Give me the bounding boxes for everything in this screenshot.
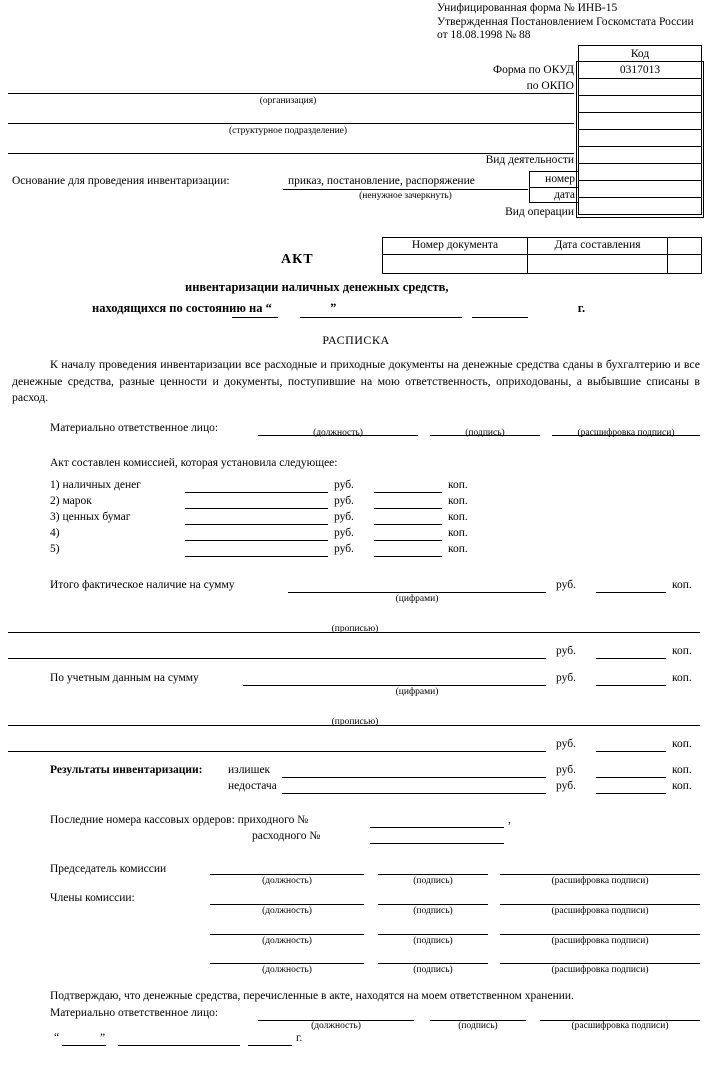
caption-fullname-member-1: (расшифровка подписи) (551, 906, 649, 916)
item-kop-line-5[interactable] (374, 556, 442, 557)
document-number-table-header (383, 238, 701, 255)
label-basis: Основание для проведения инвентаризации: (12, 175, 230, 187)
caption-signature-1: (подпись) (465, 428, 505, 438)
surplus-input-line[interactable] (282, 777, 546, 778)
label-okpo: по ОКПО (526, 80, 574, 92)
document-number-table-row (383, 255, 701, 273)
label-accounting-total: По учетным данным на сумму (50, 672, 199, 684)
label-last-orders: Последние номера кассовых ордеров: приходного № (50, 814, 309, 826)
confirmation-text: Подтверждаю, что денежные средства, перечисленные в акте, находятся на моем ответственном хранении. (50, 990, 574, 1002)
total-actual-kop-line-2[interactable] (596, 658, 666, 659)
label-nomer: номер (530, 172, 578, 188)
member-position-line-2[interactable] (210, 934, 364, 935)
label-chairman: Председатель комиссии (50, 863, 167, 875)
item-kop-line-3[interactable] (374, 524, 442, 525)
caption-signature-confirm: (подпись) (458, 1021, 498, 1031)
act-date-prefix: находящихся по состоянию на “ (92, 301, 272, 315)
caption-fullname-confirm: (расшифровка подписи) (571, 1021, 669, 1031)
total-actual-digits-line[interactable] (288, 592, 546, 593)
incoming-order-line[interactable] (370, 827, 504, 828)
chairman-position-line[interactable] (210, 874, 364, 875)
subdivision-input-line[interactable] (8, 123, 574, 124)
header-document-number: Номер документа (383, 238, 528, 254)
act-day-input-line[interactable] (232, 317, 278, 318)
page-subtitle: инвентаризации наличных денежных средств, (185, 280, 449, 294)
code-cell-blank-3[interactable] (578, 130, 702, 147)
act-month-input-line[interactable] (300, 317, 462, 318)
shortage-rub: руб. (556, 780, 576, 792)
member-position-line-1[interactable] (210, 904, 364, 905)
commission-intro: Акт составлен комиссией, которая установила следующее: (50, 457, 338, 469)
confirm-date-suffix: г. (296, 1032, 303, 1044)
code-table (578, 45, 702, 215)
act-date-quote: ” (330, 301, 337, 315)
item-num-1: 1) (50, 479, 60, 491)
total-actual-words-line-2[interactable] (8, 658, 546, 659)
label-vid-deyatelnosti: Вид деятельности (485, 154, 574, 166)
item-row-2 (50, 495, 92, 507)
confirm-day-line[interactable] (62, 1045, 106, 1046)
total-actual-kop-line[interactable] (596, 592, 666, 593)
label-responsible-person-1: Материально ответственное лицо: (50, 422, 219, 434)
total-actual-kop-2: коп. (672, 645, 692, 657)
form-header (437, 2, 712, 43)
code-cell-okpo[interactable] (578, 79, 702, 96)
caption-fullname-member-3: (расшифровка подписи) (551, 965, 649, 975)
basis-input-line[interactable] (283, 189, 528, 190)
shortage-input-line[interactable] (282, 793, 546, 794)
code-cell-blank-1[interactable] (578, 96, 702, 113)
caption-words-1: (прописью) (331, 624, 379, 634)
form-header-line-1: Унифицированная форма № ИНВ-15 (437, 2, 618, 14)
accounting-kop-line-2[interactable] (596, 751, 666, 752)
item-kop-3: коп. (448, 511, 468, 523)
caption-subdivision: (структурное подразделение) (228, 126, 348, 136)
item-label-1: наличных денег (62, 479, 141, 491)
surplus-kop: коп. (672, 764, 692, 776)
header-extra (668, 238, 701, 254)
item-num-2: 2) (50, 495, 60, 507)
item-rub-3: руб. (334, 511, 354, 523)
item-kop-4: коп. (448, 527, 468, 539)
caption-digits-2: (цифрами) (395, 687, 439, 697)
label-results: Результаты инвентаризации: (50, 764, 203, 776)
confirm-year-line[interactable] (248, 1045, 292, 1046)
chairman-signature-line[interactable] (378, 874, 488, 875)
accounting-words-line-2[interactable] (8, 751, 546, 752)
form-header-line-2: Утвержденная Постановлением Госкомстата России (437, 15, 694, 28)
confirm-month-line[interactable] (118, 1045, 240, 1046)
caption-strikeout-hint: (ненужное зачеркнуть) (359, 191, 452, 201)
item-kop-5: коп. (448, 543, 468, 555)
accounting-rub: руб. (556, 672, 576, 684)
caption-signature-member-3: (подпись) (413, 965, 453, 975)
accounting-kop: коп. (672, 672, 692, 684)
shortage-kop: коп. (672, 780, 692, 792)
page-title: АКТ (281, 252, 314, 267)
code-cell-vid-operacii[interactable] (578, 198, 702, 215)
item-amount-line-3[interactable] (185, 524, 328, 525)
caption-position-confirm: (должность) (311, 1021, 361, 1031)
label-vid-operacii: Вид операции (505, 206, 574, 218)
header-compile-date: Дата составления (528, 238, 668, 254)
caption-position-chairman: (должность) (262, 876, 312, 886)
cell-compile-date[interactable] (528, 255, 668, 273)
accounting-kop-line[interactable] (596, 685, 666, 686)
surplus-rub: руб. (556, 764, 576, 776)
caption-signature-member-2: (подпись) (413, 936, 453, 946)
shortage-kop-line[interactable] (596, 793, 666, 794)
caption-position-member-3: (должность) (262, 965, 312, 975)
receipt-body: К началу проведения инвентаризации все расходные и приходные документы на денежные средства сданы в бухгалтерию и все денежные средства, разные ценности и документы, поступившие на мою ответственность, оприходованы, а выбывшие списаны в расход. (12, 357, 700, 404)
member-fullname-line-1[interactable] (500, 904, 700, 905)
act-date-line (92, 301, 585, 316)
code-cell-vid-deyatelnosti[interactable] (578, 147, 702, 164)
member-signature-line-3[interactable] (378, 963, 488, 964)
item-kop-line-1[interactable] (374, 492, 442, 493)
outgoing-order-line[interactable] (370, 843, 504, 844)
chairman-fullname-line[interactable] (500, 874, 700, 875)
item-row-4 (50, 527, 60, 539)
caption-fullname-chairman: (расшифровка подписи) (551, 876, 649, 886)
label-members: Члены комиссии: (50, 892, 135, 904)
item-num-3: 3) (50, 511, 60, 523)
member-signature-line-2[interactable] (378, 934, 488, 935)
extra-line-1[interactable] (8, 153, 574, 154)
act-date-suffix: г. (577, 301, 586, 315)
code-cell-okud[interactable]: 0317013 (578, 62, 702, 79)
nomer-data-box (529, 171, 579, 203)
confirm-date-quote-close: ” (100, 1032, 106, 1044)
label-total-actual: Итого фактическое наличие на сумму (50, 579, 235, 591)
label-data: дата (554, 189, 575, 201)
member-fullname-line-3[interactable] (500, 963, 700, 964)
item-amount-line-1[interactable] (185, 492, 328, 493)
accounting-rub-2: руб. (556, 738, 576, 750)
item-label-3: ценных бумаг (62, 511, 131, 523)
caption-digits-1: (цифрами) (395, 594, 439, 604)
caption-organization: (организация) (259, 96, 317, 106)
total-actual-rub-2: руб. (556, 645, 576, 657)
document-number-table (382, 237, 702, 274)
code-cell-nomer[interactable] (578, 164, 702, 181)
accounting-digits-line[interactable] (243, 685, 546, 686)
label-surplus: излишек (228, 764, 271, 776)
caption-position-1: (должность) (313, 428, 363, 438)
item-amount-line-5[interactable] (185, 556, 328, 557)
act-year-input-line[interactable] (472, 317, 528, 318)
code-table-header: Код (578, 45, 702, 62)
cell-extra[interactable] (668, 255, 701, 273)
caption-fullname-1: (расшифровка подписи) (577, 428, 675, 438)
basis-options[interactable]: приказ, постановление, распоряжение (288, 175, 475, 187)
item-row-5 (50, 543, 60, 555)
item-rub-5: руб. (334, 543, 354, 555)
label-shortage: недостача (228, 780, 277, 792)
caption-position-member-2: (должность) (262, 936, 312, 946)
member-position-line-3[interactable] (210, 963, 364, 964)
member-fullname-line-2[interactable] (500, 934, 700, 935)
item-rub-4: руб. (334, 527, 354, 539)
caption-fullname-member-2: (расшифровка подписи) (551, 936, 649, 946)
item-label-2: марок (62, 495, 92, 507)
code-cell-data[interactable] (578, 181, 702, 198)
item-rub-1: руб. (334, 479, 354, 491)
code-cell-blank-2[interactable] (578, 113, 702, 130)
caption-position-member-1: (должность) (262, 906, 312, 916)
item-kop-line-4[interactable] (374, 540, 442, 541)
confirm-date-quote-open: “ (54, 1032, 60, 1044)
item-kop-1: коп. (448, 479, 468, 491)
form-header-line-3: от 18.08.1998 № 88 (437, 29, 531, 41)
item-amount-line-4[interactable] (185, 540, 328, 541)
total-actual-kop: коп. (672, 579, 692, 591)
receipt-heading: РАСПИСКА (322, 333, 390, 347)
cell-document-number[interactable] (383, 255, 528, 273)
item-amount-line-2[interactable] (185, 508, 328, 509)
item-row-1 (50, 479, 141, 491)
total-actual-rub: руб. (556, 579, 576, 591)
label-outgoing-order: расходного № (252, 830, 321, 842)
item-kop-2: коп. (448, 495, 468, 507)
accounting-kop-2: коп. (672, 738, 692, 750)
orders-comma: , (508, 814, 511, 826)
label-responsible-person-2: Материально ответственное лицо: (50, 1007, 219, 1019)
item-row-3 (50, 511, 130, 523)
organization-input-line[interactable] (8, 93, 574, 94)
item-kop-line-2[interactable] (374, 508, 442, 509)
label-okud: Форма по ОКУД (493, 64, 574, 76)
item-num-4: 4) (50, 527, 60, 539)
item-rub-2: руб. (334, 495, 354, 507)
surplus-kop-line[interactable] (596, 777, 666, 778)
caption-words-2: (прописью) (331, 717, 379, 727)
caption-signature-member-1: (подпись) (413, 906, 453, 916)
member-signature-line-1[interactable] (378, 904, 488, 905)
item-num-5: 5) (50, 543, 60, 555)
caption-signature-chairman: (подпись) (413, 876, 453, 886)
